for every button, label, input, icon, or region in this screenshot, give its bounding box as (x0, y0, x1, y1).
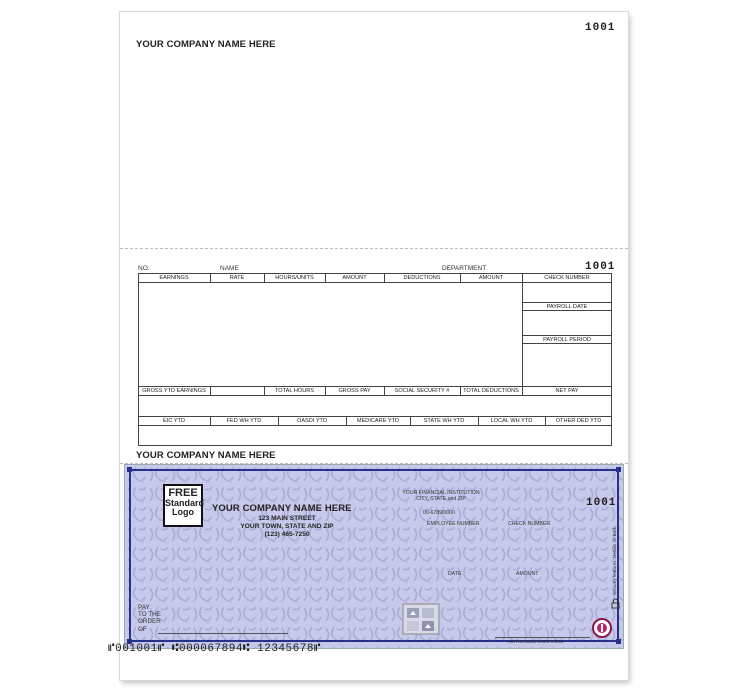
amount-label: AMOUNT (516, 571, 539, 577)
eic-ytd: EIC YTD (163, 418, 185, 424)
check-body (124, 464, 624, 649)
col-earnings: EARNINGS (159, 275, 189, 281)
side-check-number: CHECK NUMBER (544, 275, 590, 281)
net-pay: NET PAY (555, 388, 579, 394)
perforation-line (120, 248, 628, 249)
fed-wh-ytd: FED WH YTD (226, 418, 262, 424)
gross-pay: GROSS PAY (338, 388, 371, 394)
security-seal-icon (591, 617, 613, 639)
top-company-name: YOUR COMPANY NAME HERE (136, 39, 276, 50)
security-features-text: Security features. Details on back. (612, 525, 617, 595)
col-amount: AMOUNT (342, 275, 367, 281)
oasdi-ytd: OASDI YTD (296, 418, 328, 424)
stub-company-name: YOUR COMPANY NAME HERE (136, 450, 276, 461)
total-deductions: TOTAL DEDUCTIONS (463, 388, 519, 394)
total-hours: TOTAL HOURS (274, 388, 315, 394)
stub-check-number: 1001 (585, 261, 616, 273)
col-deduction-amount: AMOUNT (478, 275, 504, 281)
social-security: SOCIAL SECURITY # (394, 388, 450, 394)
col-rate: RATE (229, 275, 245, 281)
bank-info: YOUR FINANCIAL INSTITUTION CITY, STATE and ZIP (402, 490, 480, 502)
medicare-ytd: MEDICARE YTD (356, 418, 400, 424)
stub-no-label: NO. (138, 265, 150, 272)
other-ded-ytd: OTHER DED YTD (555, 418, 602, 424)
padlock-icon (611, 598, 620, 609)
micr-line: ⑈001001⑈ ⑆000067894⑆ 12345678⑈ (108, 643, 322, 655)
side-payroll-date: PAYROLL DATE (546, 304, 588, 310)
routing-fraction: 00-6789/0000 (423, 510, 456, 516)
stub-name-label: NAME (220, 265, 239, 272)
check-number: 1001 (586, 497, 617, 509)
top-check-number: 1001 (585, 22, 616, 34)
payroll-check-form (108, 12, 628, 680)
col-hours: HOURS/UNITS (275, 275, 314, 281)
company-address: 123 MAIN STREET YOUR TOWN, STATE AND ZIP (123) 465-7250 (240, 515, 334, 538)
stub-department-label: DEPARTMENT (442, 265, 487, 272)
employee-number-label: EMPLOYEE NUMBER (427, 521, 480, 527)
hologram-icon (401, 602, 441, 636)
col-deductions: DEDUCTIONS (403, 275, 441, 281)
logo-placeholder: FREE Standard Logo (163, 484, 203, 527)
local-wh-ytd: LOCAL WH YTD (490, 418, 533, 424)
pay-to-order-label: PAY TO THE ORDER OF (138, 604, 161, 633)
gross-ytd-earnings: GROSS YTD EARNINGS (142, 388, 206, 394)
check-company-name: YOUR COMPANY NAME HERE (212, 503, 352, 514)
check-number-label: CHECK NUMBER (508, 521, 551, 527)
signature-label: AUTHORIZED SIGNATURE (507, 639, 564, 644)
date-label: DATE (448, 571, 462, 577)
side-payroll-period: PAYROLL PERIOD (543, 337, 591, 343)
state-wh-ytd: STATE WH YTD (423, 418, 465, 424)
